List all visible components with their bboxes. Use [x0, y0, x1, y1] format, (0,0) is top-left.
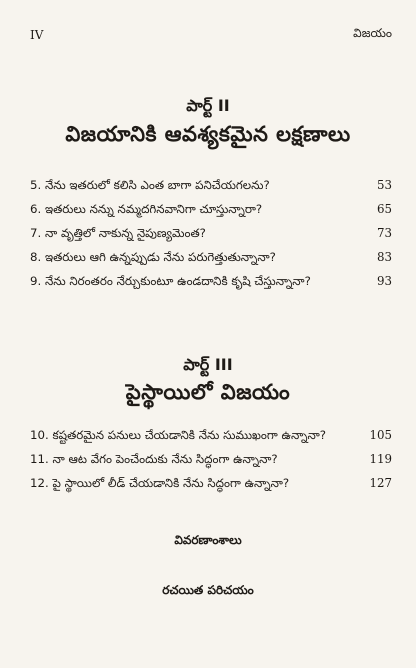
- toc-entry-page: 105: [369, 428, 392, 442]
- toc-entry-title: 8. ఇతరులు ఆగి ఉన్నప్పుడు నేను పరుగెత్తుతున్నానా?: [30, 250, 276, 264]
- appendix-notes: వివరణాంశాలు: [174, 533, 242, 547]
- toc-entry-page: 83: [376, 250, 392, 264]
- toc-entry-title: 12. పై స్థాయిలో లీడ్ చేయడానికి నేను సిద్ధంగా ఉన్నానా?: [30, 476, 290, 490]
- toc-entry-title: 6. ఇతరులు నన్ను నమ్మదగినవానిగా చూస్తున్నారా?: [30, 202, 263, 216]
- part2-label: పార్ట్ II: [186, 96, 230, 115]
- toc-entry: [30, 452, 392, 476]
- appendix-author-intro: రచయిత పరిచయం: [162, 583, 254, 597]
- running-title: విజయం: [353, 26, 392, 40]
- toc-entry-title: 7. నా వృత్తిలో నాకున్న నైపుణ్యమెంత?: [30, 226, 206, 240]
- page-number: IV: [30, 27, 44, 42]
- part3-label: పార్ట్ III: [183, 355, 233, 374]
- toc-entry: [30, 476, 392, 500]
- toc-entry-title: 9. నేను నిరంతరం నేర్చుకుంటూ ఉండదానికి కృషి చేస్తున్నానా?: [30, 274, 311, 288]
- toc-entry-page: 127: [369, 476, 392, 490]
- toc-entry: [30, 274, 392, 298]
- toc-entry: [30, 226, 392, 250]
- part3-toc-list: [30, 428, 392, 500]
- toc-entry-title: 5. నేను ఇతరులో కలిసి ఎంత బాగా పనిచేయగలను?: [30, 178, 270, 192]
- toc-entry-page: 119: [369, 452, 392, 466]
- toc-entry: [30, 202, 392, 226]
- part2-heading: విజయానికి ఆవశ్యకమైన లక్షణాలు: [65, 122, 351, 146]
- toc-entry-title: 11. నా ఆట వేగం పెంచేందుకు నేను సిద్ధంగా ఉన్నానా?: [30, 452, 278, 466]
- toc-entry-page: 73: [376, 226, 392, 240]
- toc-entry-title: 10. కష్టతరమైన పనులు చేయడానికి నేను సుముఖంగా ఉన్నానా?: [30, 428, 327, 442]
- toc-entry: [30, 178, 392, 202]
- page-header: [30, 26, 392, 43]
- part3-heading: పైస్థాయిలో విజయం: [125, 380, 291, 404]
- toc-entry-page: 53: [376, 178, 392, 192]
- toc-entry: [30, 250, 392, 274]
- toc-entry-page: 93: [376, 274, 392, 288]
- part2-toc-list: [30, 178, 392, 298]
- toc-entry: [30, 428, 392, 452]
- toc-entry-page: 65: [376, 202, 392, 216]
